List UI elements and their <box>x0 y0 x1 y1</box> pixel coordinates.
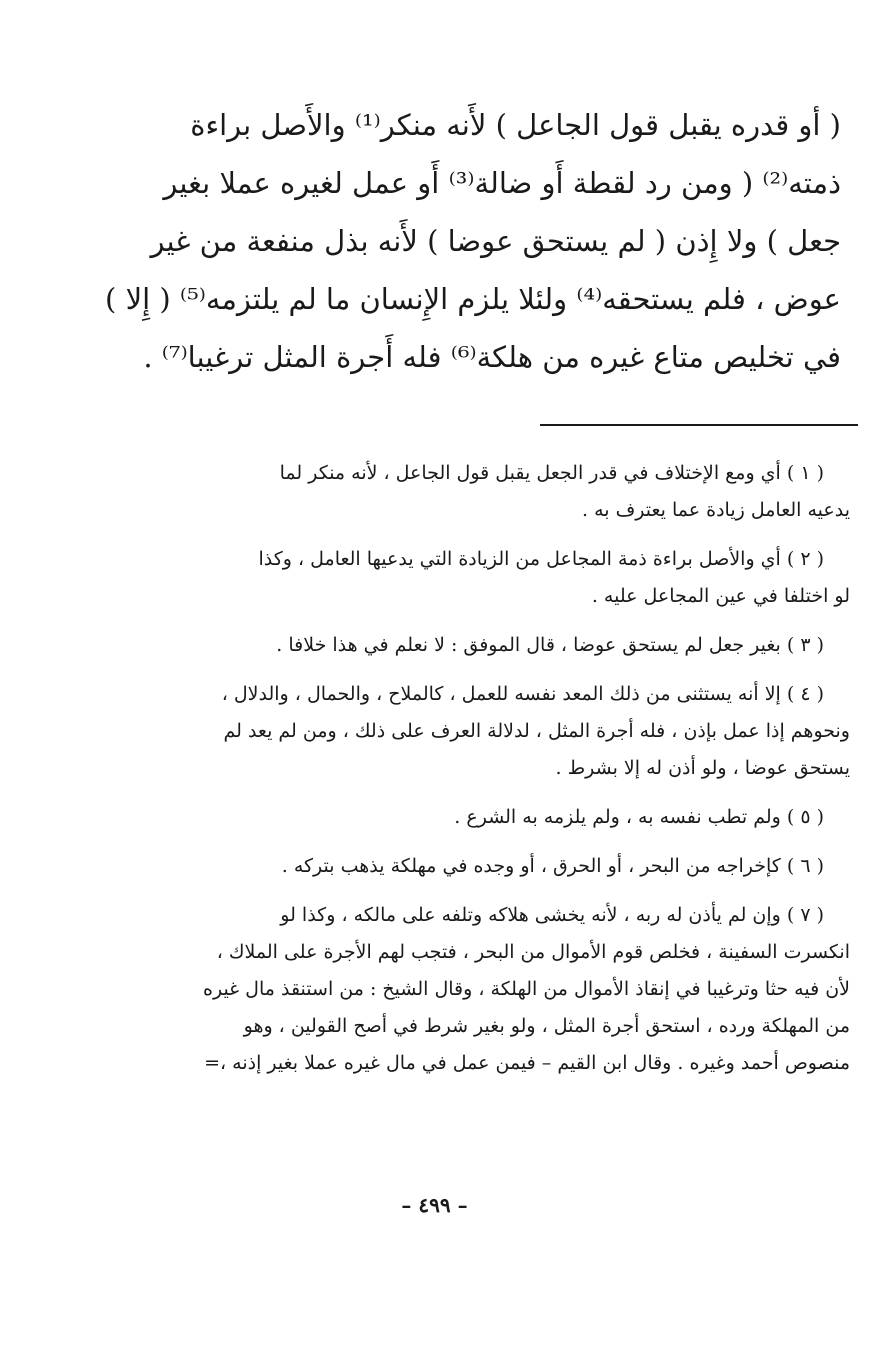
footnote-line: ( ٣ ) بغير جعل لم يستحق عوضا ، قال الموفق : لا نعلم في هذا خلافا . <box>276 634 824 656</box>
footnote-line: منصوص أحمد وغيره . وقال ابن القيم – فيمن عمل في مال غيره عملا بغير إذنه ،= <box>204 1052 850 1074</box>
footnote-line: ( ٧ ) وإن لم يأذن له ربه ، لأنه يخشى هلاكه وتلفه على مالكه ، وكذا لو <box>280 904 824 926</box>
footnote-line: يدعيه العامل زيادة عما يعترف به . <box>581 499 850 521</box>
footnote-2 <box>105 541 850 615</box>
footnote-5 <box>105 799 850 836</box>
main-text-line: ذمته⁽²⁾ ( ومن رد لقطة أَو ضالة⁽³⁾ أَو عمل لغيره عملا بغير <box>163 166 841 200</box>
footnote-line: يستحق عوضا ، ولو أذن له إلا بشرط . <box>555 757 850 779</box>
page-number: – ٤٩٩ – <box>401 1193 468 1217</box>
footnote-line: انكسرت السفينة ، فخلص قوم الأموال من البحر ، فتجب لهم الأجرة على الملاك ، <box>216 941 850 963</box>
footnote-1 <box>105 455 850 529</box>
footnote-line: لو اختلفا في عين المجاعل عليه . <box>591 585 850 607</box>
footnote-7 <box>105 897 850 1082</box>
footnote-line: ( ٢ ) أي والأصل براءة ذمة المجاعل من الزيادة التي يدعيها العامل ، وكذا <box>258 548 824 570</box>
footnote-line: لأن فيه حثا وترغيبا في إنقاذ الأموال من الهلكة ، وقال الشيخ : من استنقذ مال غيره <box>203 978 850 1000</box>
footnote-3 <box>105 627 850 664</box>
main-text-line: عوض ، فلم يستحقه⁽⁴⁾ ولئلا يلزم الإِنسان ما لم يلتزمه⁽⁵⁾ ( إِلا ) <box>105 282 841 316</box>
main-text-line: جعل ) ولا إِذن ( لم يستحق عوضا ) لأَنه بذل منفعة من غير <box>150 224 841 258</box>
footnote-line: ( ٥ ) ولم تطب نفسه به ، ولم يلزمه به الشرع . <box>454 806 824 828</box>
main-text-line: في تخليص متاع غيره من هلكة⁽⁶⁾ فله أَجرة المثل ترغيبا⁽⁷⁾ . <box>143 340 841 374</box>
footnote-line: ( ٦ ) كإخراجه من البحر ، أو الحرق ، أو وجده في مهلكة يذهب بتركه . <box>281 855 824 877</box>
footnote-line: ونحوهم إذا عمل بإذن ، فله أجرة المثل ، لدلالة العرف على ذلك ، ومن لم يعد لم <box>223 720 850 742</box>
footnote-6 <box>105 848 850 885</box>
main-text-block <box>105 96 841 386</box>
main-text-line: ( أو قدره يقبل قول الجاعل ) لأَنه منكر⁽¹⁾ والأَصل براءة <box>190 108 841 142</box>
footnote-line: ( ١ ) أي ومع الإختلاف في قدر الجعل يقبل قول الجاعل ، لأنه منكر لما <box>279 462 824 484</box>
footnote-4 <box>105 676 850 787</box>
footnote-divider <box>540 424 858 426</box>
footnote-line: ( ٤ ) إلا أنه يستثنى من ذلك المعد نفسه للعمل ، كالملاح ، والحمال ، والدلال ، <box>221 683 824 705</box>
footnotes-block <box>105 455 850 1094</box>
footnote-line: من المهلكة ورده ، استحق أجرة المثل ، ولو بغير شرط في أصح القولين ، وهو <box>243 1015 850 1037</box>
